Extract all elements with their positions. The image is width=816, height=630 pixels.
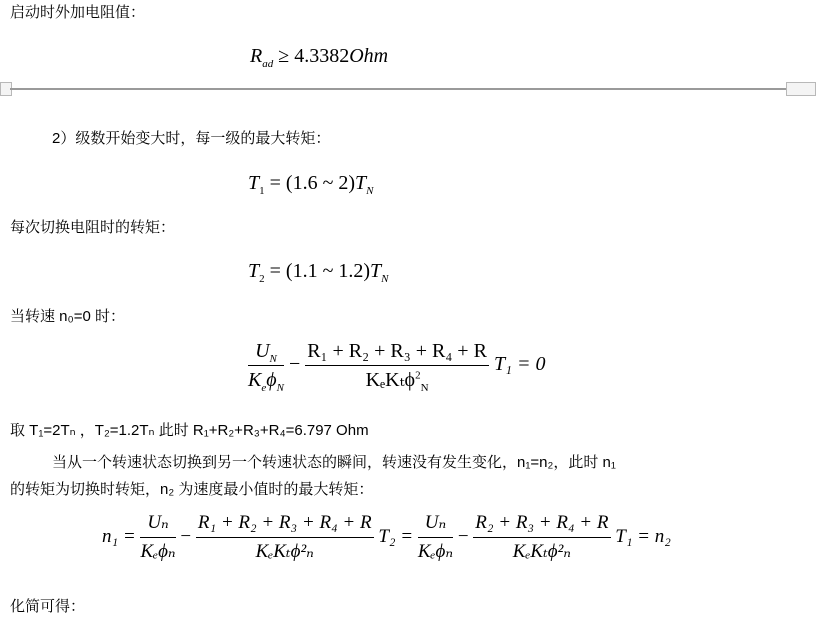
eq3-sub: 2 (259, 273, 265, 285)
eq5-fracB-num: R₁ + R₂ + R₃ + R₄ + R (197, 512, 372, 533)
eq3-tn: T (370, 260, 382, 282)
eq5-tail: T₁ = n₂ (615, 525, 671, 547)
equation-t2 (248, 260, 389, 283)
frac-r-sum (305, 340, 489, 394)
eq5-fracA-den: Kₑϕₙ (140, 541, 176, 562)
eq4-num2: R₁ + R₂ + R₃ + R₄ + R (305, 340, 489, 366)
equation-speed-zero: $\frac{U_N}{K_e\phi_N}$ − $\frac{\text{R₁ + R₂ + R₃ + R₄ + R}}{K_eK_t\phi^2_N}$ T₁ = 0 (248, 340, 546, 394)
eq2-sub: 1 (259, 185, 265, 197)
page-marker-right (786, 82, 816, 96)
frac-d (473, 512, 610, 563)
eq1-lhs: R (250, 45, 263, 67)
eq4-phi: ϕ (266, 369, 277, 391)
eq4-den1-sub: e (261, 382, 267, 394)
eq2-tn: T (355, 172, 367, 194)
paragraph-simplify: 化简可得： (10, 598, 86, 615)
frac-a (140, 512, 175, 563)
eq4-den1: K (248, 369, 262, 391)
eq3-rhs: = (1.1 ~ 1.2) (269, 260, 371, 282)
eq5-fracD-den: KₑKₜϕ²ₙ (512, 541, 572, 562)
eq4-den2-sub: N (420, 382, 429, 394)
equation-t1 (248, 172, 374, 195)
eq4-den2: KₑKₜϕ (365, 369, 416, 391)
eq5-fracC-num: Uₙ (424, 512, 447, 533)
eq1-rel: ≥ (278, 45, 290, 67)
eq5-fracA-num: Uₙ (147, 512, 169, 533)
eq4-num1: U (255, 340, 270, 362)
eq4-tail: T₁ = 0 (493, 353, 546, 376)
frac-c (418, 512, 453, 563)
eq1-unit: Ohm (349, 45, 389, 67)
eq5-fracB-den: KₑKₜϕ²ₙ (255, 541, 314, 562)
separator-line (10, 88, 786, 90)
paragraph-switch-torque: 每次切换电阻时的转矩： (10, 219, 176, 236)
frac-un-kephi (248, 340, 284, 394)
equation-speed-equality: n₁ = $\frac{\text{Uₙ}}{\text{Kₑϕₙ}}$ − $\frac{\text{R₁ + R₂ + R₃ + R₄ + R}}{\text{KₑKₜϕ²ₙ}}$ T₂ = $\frac{\text{Uₙ}}{\text{Kₑϕₙ}}$ − $\frac{\text{R₂ + R₃ + R₄ + R}}{\text{KₑKₜϕ²ₙ}}$ T₁ = n₂ (102, 512, 671, 562)
eq4-num1-sub: N (269, 353, 277, 365)
eq4-phi-sub: N (276, 382, 284, 394)
eq3-subn: N (381, 273, 389, 285)
page-separator (0, 82, 816, 96)
eq5-lhs: n₁ = (102, 525, 136, 547)
eq4-den2-sup: 2 (415, 369, 421, 382)
eq5-fracD-num: R₂ + R₃ + R₄ + R (475, 512, 609, 533)
paragraph-take-values: 取 T₁=2Tₙ ，T₂=1.2Tₙ 此时 R₁+R₂+R₃+R₄=6.797 Ohm (10, 422, 369, 439)
eq5-mid: T₂ = (378, 525, 414, 547)
paragraph-speed-zero: 当转速 n₀=0 时： (10, 308, 126, 325)
paragraph-stage-torque: 2）级数开始变大时，每一级的最大转矩： (52, 130, 331, 147)
equation-rad (250, 45, 388, 68)
eq1-value: 4.3382 (294, 45, 350, 67)
paragraph-switching-state: 当从一个转速状态切换到另一个转速状态的瞬间，转速没有发生变化，n₁=n₂，此时 n₁ (52, 454, 616, 471)
eq3-t: T (248, 260, 260, 282)
paragraph-startup-resistance: 启动时外加电阻值： (10, 4, 146, 21)
paragraph-torque-definition: 的转矩为切换时转矩，n₂ 为速度最小值时的最大转矩： (10, 481, 374, 498)
eq2-subn: N (366, 185, 374, 197)
eq5-fracC-den: Kₑϕₙ (417, 541, 454, 562)
frac-b (196, 512, 374, 563)
eq2-rhs: = (1.6 ~ 2) (269, 172, 356, 194)
eq2-t: T (248, 172, 260, 194)
eq1-lhs-sub: ad (262, 58, 274, 70)
